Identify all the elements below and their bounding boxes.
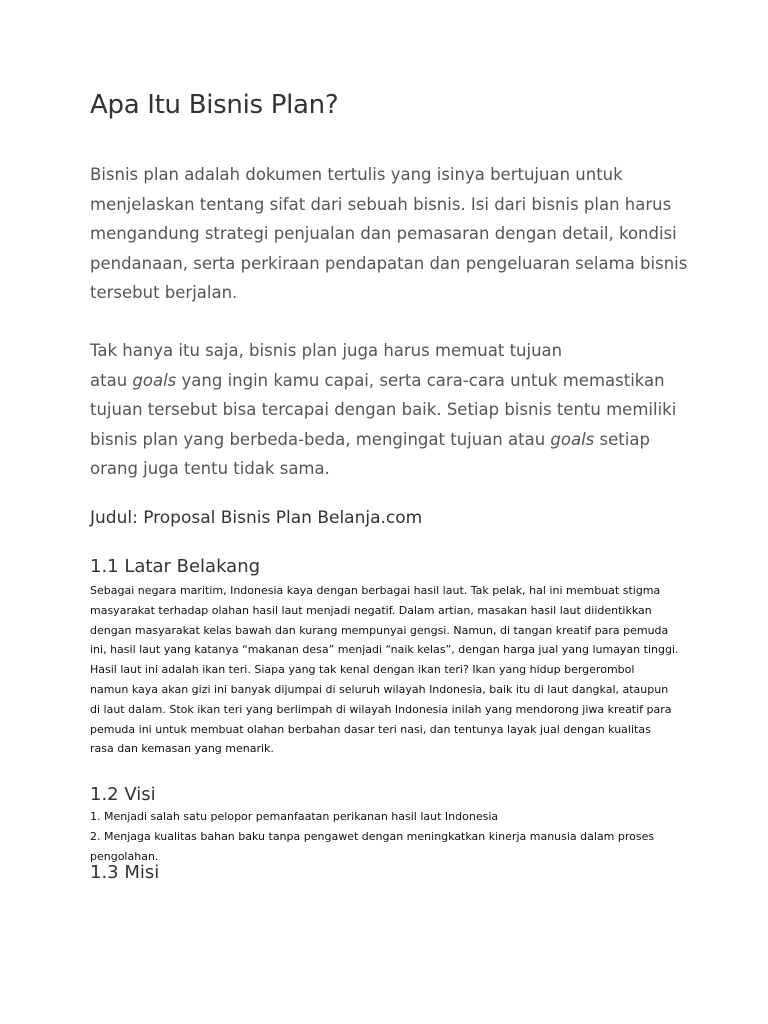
second-paragraph bbox=[90, 336, 680, 484]
body-line: namun kaya akan gizi ini banyak dijumpai di seluruh wilayah Indonesia, baik itu di laut dangkal, ataupun bbox=[90, 682, 669, 696]
visi-item: 2. Menjaga kualitas bahan baku tanpa pengawet dengan meningkatkan kinerja manusia dalam proses bbox=[90, 829, 655, 843]
section-heading-misi: 1.3 Misi bbox=[90, 862, 160, 883]
intro-line: menjelaskan tentang sifat dari sebuah bisnis. Isi dari bisnis plan harus bbox=[90, 194, 672, 214]
proposal-title: Judul: Proposal Bisnis Plan Belanja.com bbox=[90, 508, 423, 528]
text-fragment: bisnis plan yang berbeda-beda, mengingat tujuan atau bbox=[90, 429, 551, 449]
text-fragment: yang ingin kamu capai, serta cara-cara untuk memastikan bbox=[176, 370, 665, 390]
emphasis-goals: goals bbox=[132, 370, 177, 390]
section-heading-latar-belakang: 1.1 Latar Belakang bbox=[90, 556, 261, 577]
second-line bbox=[90, 425, 680, 455]
second-line bbox=[90, 366, 680, 396]
intro-line: tersebut berjalan. bbox=[90, 283, 238, 302]
text-fragment: setiap bbox=[594, 429, 650, 449]
body-line: masyarakat terhadap olahan hasil laut menjadi negatif. Dalam artian, masakan hasil laut diidentikkan bbox=[90, 603, 652, 617]
body-line: di laut dalam. Stok ikan teri yang berlimpah di wilayah Indonesia inilah yang mendorong jiwa kreatif para bbox=[90, 702, 672, 716]
second-line: orang juga tentu tidak sama. bbox=[90, 459, 330, 478]
intro-line: Bisnis plan adalah dokumen tertulis yang isinya bertujuan untuk bbox=[90, 165, 623, 184]
second-line: tujuan tersebut bisa tercapai dengan baik. Setiap bisnis tentu memiliki bbox=[90, 400, 677, 419]
latar-belakang-body bbox=[90, 581, 690, 759]
body-line: Hasil laut ini adalah ikan teri. Siapa yang tak kenal dengan ikan teri? Ikan yang hidup bergerombol bbox=[90, 663, 635, 677]
body-line: rasa dan kemasan yang menarik. bbox=[90, 742, 274, 756]
intro-paragraph bbox=[90, 160, 688, 308]
second-line: Tak hanya itu saja, bisnis plan juga harus memuat tujuan bbox=[90, 341, 563, 360]
visi-body bbox=[90, 807, 690, 866]
body-line: dengan masyarakat kelas bawah dan kurang mempunyai gengsi. Namun, di tangan kreatif para pemuda bbox=[90, 623, 669, 637]
text-fragment: atau bbox=[90, 370, 133, 390]
page-title: Apa Itu Bisnis Plan? bbox=[90, 90, 339, 120]
intro-line: pendanaan, serta perkiraan pendapatan dan pengeluaran selama bisnis bbox=[90, 253, 688, 273]
visi-item: pengolahan. bbox=[90, 849, 159, 863]
body-line: ini, hasil laut yang katanya “makanan desa” menjadi “naik kelas”, dengan harga jual yang lumayan tinggi. bbox=[90, 643, 679, 657]
body-line: pemuda ini untuk membuat olahan berbahan dasar teri nasi, dan tentunya layak jual dengan kualitas bbox=[90, 722, 651, 736]
section-heading-visi: 1.2 Visi bbox=[90, 784, 156, 805]
visi-item: 1. Menjadi salah satu pelopor pemanfaatan perikanan hasil laut Indonesia bbox=[90, 810, 499, 823]
body-line: Sebagai negara maritim, Indonesia kaya dengan berbagai hasil laut. Tak pelak, hal ini membuat stigma bbox=[90, 584, 661, 597]
emphasis-goals: goals bbox=[550, 429, 595, 449]
intro-line: mengandung strategi penjualan dan pemasaran dengan detail, kondisi bbox=[90, 224, 677, 243]
